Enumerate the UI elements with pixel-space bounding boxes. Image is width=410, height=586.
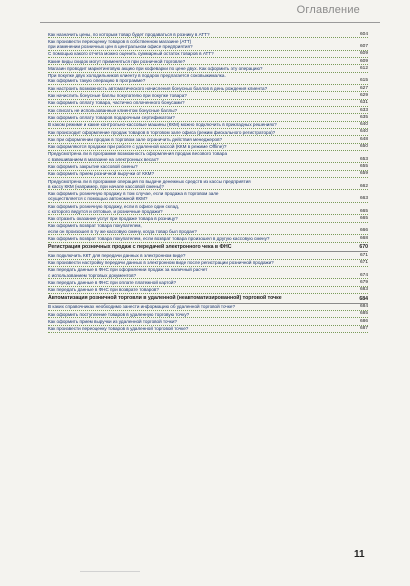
toc-entry-page: 670 <box>359 244 368 251</box>
toc-entry-title: Как произвести переоценку товаров в собственном магазине (АТТ) при изменении розничных цен в центральном офисе предприятия? <box>48 38 193 50</box>
toc-entry-page: 615 <box>359 78 368 84</box>
toc-entry-page: 648 <box>359 136 368 142</box>
toc-entry[interactable] <box>48 304 368 311</box>
toc-entry-title: Какие виды скидок могут применяться при розничной торговле? <box>48 58 186 64</box>
toc-entry[interactable] <box>48 38 368 51</box>
toc-entry[interactable] <box>48 122 368 129</box>
toc-entry-title: Как отразить оказание услуг при продаже товара в розницу? <box>48 216 178 222</box>
toc-entry[interactable] <box>48 114 368 121</box>
toc-entry[interactable] <box>48 311 368 318</box>
toc-entry-page: 666 <box>359 228 368 234</box>
toc-entry[interactable] <box>48 163 368 170</box>
footer-mark <box>80 571 140 572</box>
toc-entry-title: Как оформить розничную продажу, если в офисе один склад, с которого ведутся и оптовые, и розничные продажи? <box>48 203 180 214</box>
toc-entry-page: 650 <box>359 144 368 150</box>
toc-entry-page: 665 <box>359 215 368 221</box>
toc-entry-title: Как оформить возврат товара покупателем, если возврат товара произошел в другую кассовую смену? <box>48 235 270 241</box>
toc-entry-title: Предусмотрена ли в программе возможность оформления продаж весового товара с взвешиванием в магазине на электронных весах? <box>48 151 228 162</box>
toc-entry-page: 671 <box>359 260 368 266</box>
toc-entry-page: 662 <box>359 183 368 189</box>
toc-entry-title: Как оформить закрытие кассовой смены? <box>48 163 138 169</box>
toc-entry[interactable] <box>48 65 368 72</box>
toc-entry-title: Как произвести переоценку товаров в удаленной торговой точке? <box>48 326 189 332</box>
toc-entry[interactable] <box>48 85 368 92</box>
toc-entry-title: В каких справочниках необходимо занести информацию об удаленной торговой точке? <box>48 304 236 310</box>
toc-entry[interactable] <box>48 318 368 325</box>
toc-entry-title: Как при оформлении продаж в торговом зале ограничить действия менеджеров? <box>48 136 223 142</box>
toc-entry[interactable] <box>48 326 368 333</box>
toc-entry[interactable] <box>48 279 368 286</box>
toc-entry[interactable] <box>48 73 368 86</box>
toc-entry-title: При покупке двух холодильников клиенту в подарок предлагается соковыжималка. Как оформить такую операцию в программе? <box>48 73 226 84</box>
toc-entry-page: 683 <box>359 287 368 293</box>
toc-entry-title: Как назначить цены, по которым товар будет продаваться в рознику в АТТ? <box>48 31 210 37</box>
toc-entry-page: 609 <box>359 51 368 57</box>
toc-entry-title: В каком режиме и какие контрольно-кассовые машины (ККМ) можно подключить в прикладных решениях? <box>48 122 277 128</box>
toc-entry-page: 640 <box>359 122 368 128</box>
toc-entry-page: 604 <box>359 31 368 37</box>
toc-entry-page: 687 <box>359 326 368 332</box>
toc-entry[interactable] <box>48 100 368 107</box>
toc-entry-page: 633 <box>359 107 368 113</box>
toc-entry-page: 653 <box>359 156 368 162</box>
toc-entry-title: Как начислить бонусные баллы покупателю при покупке товара? <box>48 93 187 99</box>
toc-entry-page: 684 <box>359 304 368 310</box>
toc-entry-page: 640 <box>359 129 368 135</box>
toc-entry-page: 679 <box>359 279 368 285</box>
toc-entry[interactable] <box>48 107 368 114</box>
toc-entry[interactable] <box>48 31 368 38</box>
toc-entry-page: 674 <box>359 272 368 278</box>
toc-entry-page: 665 <box>359 208 368 214</box>
toc-entry-title: Магазин проводит маркетинговую акцию при кофеварки по цене двух. Как оформить эту операцию? <box>48 65 263 71</box>
toc-entry[interactable] <box>48 203 368 216</box>
toc-section-heading[interactable] <box>48 294 368 304</box>
toc-entry[interactable] <box>48 267 368 280</box>
toc-entry-title: Как оформить прием выручки из удаленной торговой точки? <box>48 318 177 324</box>
toc-entry[interactable] <box>48 223 368 236</box>
toc-entry[interactable] <box>48 144 368 151</box>
toc-entry-title: Автоматизация розничной торговли в удаленной (неавтоматизированной) торговой точке <box>48 294 282 301</box>
header-divider <box>40 22 380 23</box>
toc-entry-title: Как произвести настройку передачи данных в электронном виде после регистрации розничной продажи? <box>48 260 274 266</box>
toc-entry-page: 668 <box>359 235 368 241</box>
toc-entry-page: 659 <box>359 171 368 177</box>
toc-entry-page: 684 <box>359 295 368 302</box>
toc-entry[interactable] <box>48 58 368 65</box>
toc-entry-page: 627 <box>359 85 368 91</box>
toc-entry-page: 612 <box>359 65 368 71</box>
toc-entry-title: Как настроить возможность автоматического начисления бонусных баллов в день рождения клиента? <box>48 85 268 91</box>
toc-entry-title: Как оформить оплату товара, частично оплаченного бонусами? <box>48 100 185 106</box>
toc-entry-title: Как передать данные в ФНС при оплате платежной картой? <box>48 279 177 285</box>
toc-entry-page: 655 <box>359 163 368 169</box>
toc-entry-page: 631 <box>359 100 368 106</box>
toc-entry-page: 671 <box>359 252 368 258</box>
toc-entry[interactable] <box>48 51 368 58</box>
toc-entry-title: Как происходит оформление продаж товаров в торговом зале офиса (режим фискального регистратора)? <box>48 129 276 135</box>
toc-entry-page: 663 <box>359 196 368 202</box>
toc-entry-title: Как оформить поступление товаров в удаленную торговую точку? <box>48 311 190 317</box>
toc-entry-page: 686 <box>359 318 368 324</box>
toc-entry-title: С помощью какого отчета можно оценить суммарный остаток товаров в АТТ? <box>48 51 214 57</box>
toc-entry-title: Как передать данные в ФНС при оформлении продаж за наличный расчет с использованием торговых документов? <box>48 267 208 278</box>
toc-entry-page: 629 <box>359 92 368 98</box>
toc-entry-title: Как оформить оплату товаров подарочным сертификатом? <box>48 114 175 120</box>
page-number: 11 <box>354 549 365 560</box>
toc-entry-title: Как оформить возврат товара покупателем, если он произошел в ту же кассовую смену, когда товар был продан? <box>48 223 197 234</box>
toc-entry-title: Как оформить прием розничной выручки от ККМ? <box>48 171 155 177</box>
toc-entry-title: Предусмотрена ли в программе операция по выдаче денежных средств из кассы предприятия в кассу ККМ (например, при начале кассовой смены)? <box>48 178 251 189</box>
table-of-contents <box>48 31 368 333</box>
page-header-title: Оглавление <box>296 4 360 16</box>
toc-entry[interactable] <box>48 136 368 143</box>
toc-entry-title: Как оформить розничную продажу в том случае, если продажа в торговом зале осуществляется с помощью автономной ККМ? <box>48 191 219 202</box>
toc-entry-title: Как передать данные в ФНС при возврате товаров? <box>48 287 159 293</box>
toc-entry[interactable] <box>48 129 368 136</box>
toc-entry-title: Как подключить ККТ для передачи данных в электронном виде? <box>48 252 186 258</box>
toc-section-heading[interactable] <box>48 243 368 253</box>
toc-entry[interactable] <box>48 92 368 99</box>
toc-entry[interactable] <box>48 287 368 294</box>
toc-entry[interactable] <box>48 260 368 267</box>
toc-entry[interactable] <box>48 178 368 191</box>
toc-entry-page: 685 <box>359 311 368 317</box>
toc-entry-page: 609 <box>359 58 368 64</box>
toc-entry-title: Как списать не использованные клиентом бонусные баллы? <box>48 107 178 113</box>
toc-entry[interactable] <box>48 151 368 164</box>
toc-entry[interactable] <box>48 190 368 203</box>
toc-entry-page: 635 <box>359 114 368 120</box>
toc-entry-page: 607 <box>359 44 368 49</box>
toc-entry[interactable] <box>48 215 368 222</box>
toc-entry[interactable] <box>48 252 368 259</box>
toc-entry[interactable] <box>48 235 368 242</box>
toc-entry-title: Как оформляются продажи при работе с удаленной кассой (ККМ в режиме Offline)? <box>48 144 227 150</box>
toc-entry-title: Регистрация розничных продаж с передачей электронного чека в ФНС <box>48 243 232 250</box>
toc-entry[interactable] <box>48 171 368 178</box>
